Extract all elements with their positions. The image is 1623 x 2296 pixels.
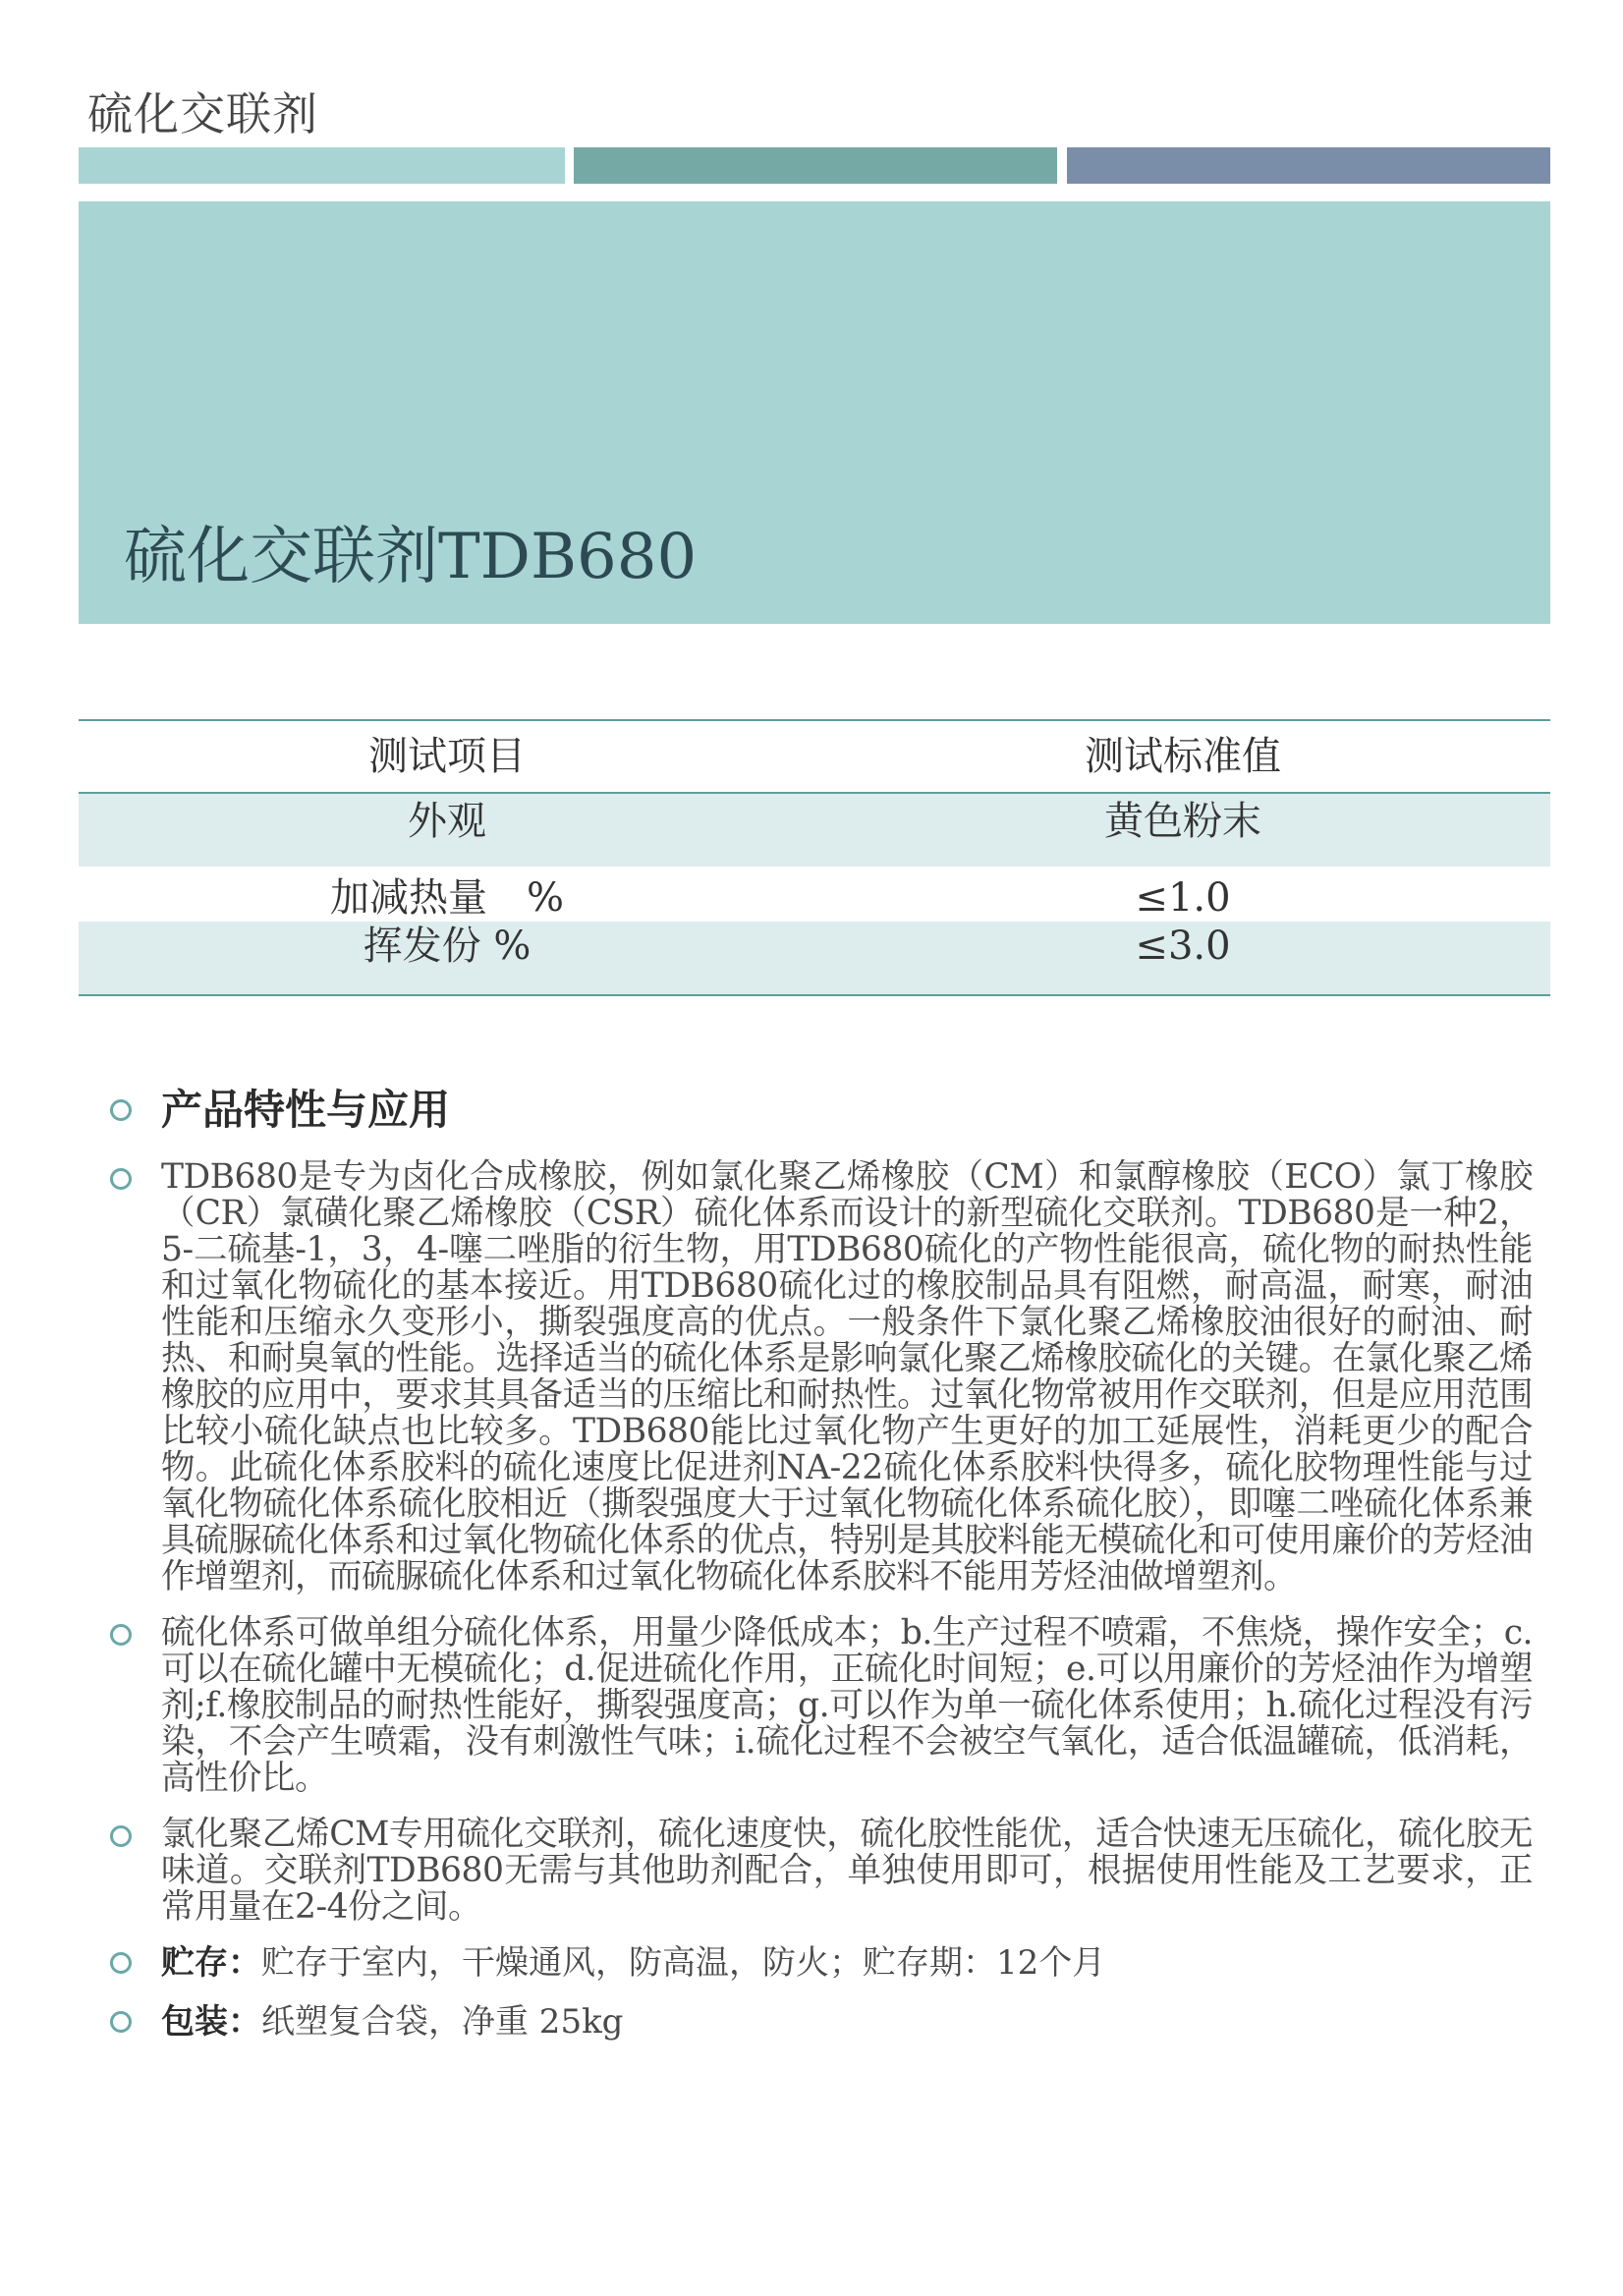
circle-bullet-icon (110, 1624, 132, 1646)
paragraph-text: 硫化体系可做单组分硫化体系，用量少降低成本；b.生产过程不喷霜，不焦烧，操作安全；c.可以在硫化罐中无模硫化；d.促进硫化作用，正硫化时间短；e.可以用廉价的芳烃油作为增塑剂;f.橡胶制品的耐热性能好，撕裂强度高；g.可以作为单一硫化体系使用；h.硫化过程没有污染，不会产生喷霜，没有刺激性气味；i.硫化过程不会被空气氧化，适合低温罐硫，低消耗，高性价比。 (161, 1613, 1533, 1798)
circle-bullet-icon (110, 2011, 132, 2033)
table-cell-value: 黄色粉末 (1104, 799, 1261, 844)
storage-label: 贮存： (161, 1943, 261, 1983)
header-title: 硫化交联剂 (87, 87, 318, 140)
paragraph-text: TDB680是专为卤化合成橡胶，例如氯化聚乙烯橡胶（CM）和氯醇橡胶（ECO）氯丁橡胶（CR）氯磺化聚乙烯橡胶（CSR）硫化体系而设计的新型硫化交联剂。TDB680是一种2，5-二硫基-1，3，4-噻二唑脂的衍生物，用TDB680硫化的产物性能很高，硫化物的耐热性能和过氧化物硫化的基本接近。用TDB680硫化过的橡胶制品具有阻燃，耐高温，耐寒，耐油性能和压缩永久变形小，撕裂强度高的优点。一般条件下氯化聚乙烯橡胶油很好的耐油、耐热、和耐臭氧的性能。选择适当的硫化体系是影响氯化聚乙烯橡胶硫化的关键。在氯化聚乙烯橡胶的应用中，要求其具备适当的压缩比和耐热性。过氧化物常被用作交联剂，但是应用范围比较小硫化缺点也比较多。TDB680能比过氧化物产生更好的加工延展性，消耗更少的配合物。此硫化体系胶料的硫化速度比促进剂NA-22硫化体系胶料快得多，硫化胶物理性能与过氧化物硫化体系硫化胶相近（撕裂强度大于过氧化物硫化体系硫化胶），即噻二唑硫化体系兼具硫脲硫化体系和过氧化物硫化体系的优点，特别是其胶料能无模硫化和可使用廉价的芳烃油作增塑剂，而硫脲硫化体系和过氧化物硫化体系胶料不能用芳烃油做增塑剂。 (161, 1157, 1533, 1596)
column-header-standard-value: 测试标准值 (1085, 734, 1281, 779)
decor-bar-light (79, 147, 565, 184)
table-cell-item: 外观 (408, 799, 486, 844)
decor-bar-slate (1067, 147, 1550, 184)
features-heading (108, 1081, 1533, 1140)
table-row (79, 922, 1550, 994)
table-cell-value: ≤1.0 (1135, 875, 1231, 921)
packaging-item (108, 1994, 1533, 2049)
column-header-test-item: 测试项目 (368, 734, 526, 779)
table-row (79, 794, 1550, 867)
table-cell-item: 挥发份 % (363, 924, 532, 969)
content-section (108, 1081, 1533, 2049)
paragraph-usage (108, 1817, 1533, 1926)
hero-banner (79, 201, 1550, 624)
paragraph-advantages (108, 1615, 1533, 1797)
circle-bullet-icon (110, 1825, 132, 1847)
circle-bullet-icon (110, 1952, 132, 1974)
decor-bar-teal (574, 147, 1057, 184)
packaging-value: 纸塑复合袋，净重 25kg (261, 2002, 624, 2042)
spec-table-header (79, 721, 1550, 794)
packaging-label: 包装： (161, 2002, 261, 2042)
features-heading-text: 产品特性与应用 (161, 1086, 451, 1134)
circle-bullet-icon (110, 1168, 132, 1190)
paragraph-intro (108, 1159, 1533, 1596)
table-row (79, 867, 1550, 922)
spec-table (79, 719, 1550, 996)
table-cell-value: ≤3.0 (1135, 924, 1231, 969)
storage-value: 贮存于室内，干燥通风，防高温，防火；贮存期：12个月 (261, 1943, 1106, 1983)
paragraph-text: 氯化聚乙烯CM专用硫化交联剂，硫化速度快，硫化胶性能优，适合快速无压硫化，硫化胶无味道。交联剂TDB680无需与其他助剂配合，单独使用即可，根据使用性能及工艺要求，正常用量在2-4份之间。 (161, 1815, 1533, 1927)
storage-item (108, 1935, 1533, 1990)
product-title: 硫化交联剂TDB680 (124, 521, 698, 593)
circle-bullet-icon (110, 1099, 132, 1121)
table-cell-item: 加减热量 % (329, 875, 564, 921)
